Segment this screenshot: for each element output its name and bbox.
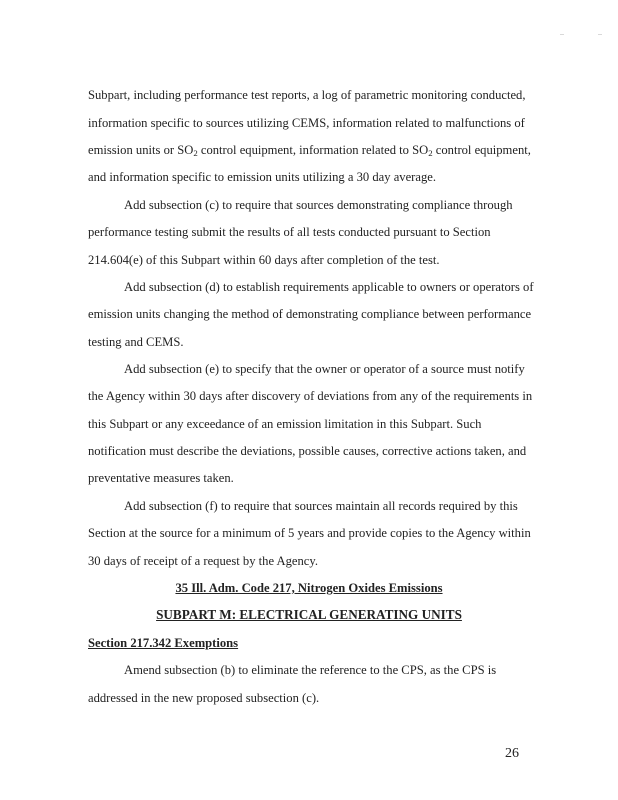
text-line: performance testing submit the results of all tests conducted pursuant to Section — [88, 225, 491, 239]
scan-speck — [560, 34, 564, 35]
text-line: preventative measures taken. — [88, 471, 234, 485]
text-line: addressed in the new proposed subsection (c). — [88, 691, 320, 705]
subpart-heading: SUBPART M: ELECTRICAL GENERATING UNITS — [156, 607, 462, 622]
code-heading: 35 Ill. Adm. Code 217, Nitrogen Oxides Emissions — [175, 581, 443, 595]
text-line: information specific to sources utilizing CEMS, information related to malfunctions of — [88, 116, 525, 130]
text-line: 214.604(e) of this Subpart within 60 days after completion of the test. — [88, 253, 440, 267]
text-line: testing and CEMS. — [88, 335, 184, 349]
text-line: emission units changing the method of demonstrating compliance between performance — [88, 307, 532, 321]
text-line: emission units or $SO_2$ control equipment, information related to $SO_2$ control equipment, — [88, 143, 531, 159]
text-line: Add subsection (c) to require that sources demonstrating compliance through — [124, 198, 513, 212]
text-line: the Agency within 30 days after discovery of deviations from any of the requirements in — [88, 389, 533, 403]
text-line: Subpart, including performance test reports, a log of parametric monitoring conducted, — [88, 88, 526, 102]
text-line: Add subsection (e) to specify that the owner or operator of a source must notify — [124, 362, 525, 376]
text-line: Amend subsection (b) to eliminate the reference to the CPS, as the CPS is — [124, 663, 497, 677]
text-line: 30 days of receipt of a request by the Agency. — [88, 554, 318, 568]
text-line: and information specific to emission units utilizing a 30 day average. — [88, 170, 436, 184]
text-line: Add subsection (f) to require that sources maintain all records required by this — [124, 499, 518, 513]
text-line: Add subsection (d) to establish requirements applicable to owners or operators of — [124, 280, 534, 294]
text-line: notification must describe the deviations, possible causes, corrective actions taken, and — [88, 444, 527, 458]
scan-speck — [598, 34, 602, 35]
text-line: Section at the source for a minimum of 5 years and provide copies to the Agency within — [88, 526, 531, 540]
text-line: this Subpart or any exceedance of an emission limitation in this Subpart. Such — [88, 417, 482, 431]
page-number: 26 — [505, 746, 519, 761]
section-heading: Section 217.342 Exemptions — [88, 636, 239, 650]
